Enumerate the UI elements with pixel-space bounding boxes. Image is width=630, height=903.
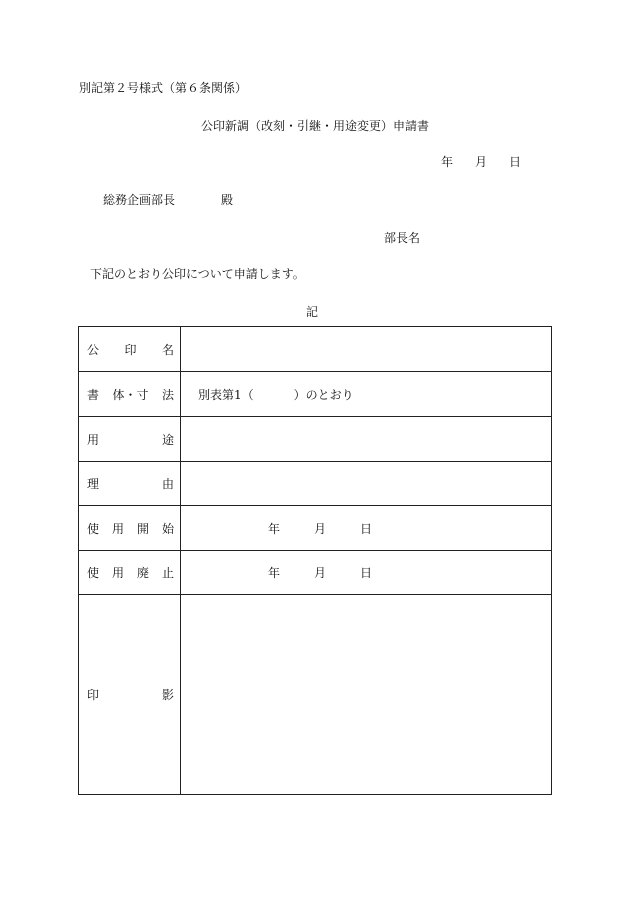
label-char: 名 xyxy=(161,342,174,357)
date-year-label: 年 xyxy=(268,566,281,580)
date-day-label: 日 xyxy=(360,566,373,580)
label-seal-name xyxy=(79,327,181,372)
date-month-label: 月 xyxy=(314,521,327,536)
label-char: 使 xyxy=(87,521,100,536)
table-row-seal-impression xyxy=(79,595,552,795)
date-day-label: 日 xyxy=(360,521,373,536)
table-row-reason xyxy=(79,462,552,506)
label-char: 法 xyxy=(161,387,174,402)
label-char: 使 xyxy=(87,566,100,580)
addressee-name: 総務企画部長 xyxy=(103,193,176,207)
applicant-label: 部長名 xyxy=(384,231,421,245)
request-statement: 下記のとおり公印について申請します。 xyxy=(90,267,305,281)
label-purpose xyxy=(79,417,181,462)
value-end-date[interactable] xyxy=(181,551,552,595)
ki-heading: 記 xyxy=(305,305,318,319)
value-purpose[interactable] xyxy=(181,417,552,462)
value-reason[interactable] xyxy=(181,462,552,506)
label-char: 印 xyxy=(87,688,100,702)
font-size-prefix: 別表第1（ xyxy=(198,387,254,402)
label-char: 止 xyxy=(161,566,174,580)
label-char: 途 xyxy=(161,432,174,447)
document-title: 公印新調（改刻・引継・用途変更）申請書 xyxy=(200,119,429,133)
table-row-font-size xyxy=(79,372,552,417)
value-font-size[interactable] xyxy=(181,372,552,417)
label-char: 用 xyxy=(111,521,124,536)
label-char: 理 xyxy=(87,477,100,491)
table-row-purpose xyxy=(79,417,552,462)
label-start-date xyxy=(79,506,181,551)
label-char: 開 xyxy=(136,521,149,536)
label-seal-impression xyxy=(79,595,181,795)
form-number: 別記第２号様式（第６条関係） xyxy=(79,81,248,95)
label-char: 由 xyxy=(161,477,174,491)
label-font-size xyxy=(79,372,181,417)
value-seal-impression[interactable] xyxy=(181,595,552,795)
label-char: 用 xyxy=(87,432,100,447)
label-char: 影 xyxy=(161,688,174,702)
date-day-label: 日 xyxy=(509,155,522,169)
application-date xyxy=(441,155,521,169)
table-row-start-date xyxy=(79,506,552,551)
addressee-honorific: 殿 xyxy=(221,193,234,207)
date-year-label: 年 xyxy=(268,521,281,536)
date-month-label: 月 xyxy=(314,566,327,580)
label-char: 始 xyxy=(161,521,174,536)
value-start-date[interactable] xyxy=(181,506,552,551)
date-year-label: 年 xyxy=(441,155,454,169)
label-char: 体・寸 xyxy=(112,387,149,402)
label-char: 印 xyxy=(124,342,137,357)
table-row-end-date xyxy=(79,551,552,595)
label-char: 公 xyxy=(87,342,100,357)
label-char: 用 xyxy=(111,566,124,580)
table-row-seal-name xyxy=(79,327,552,372)
label-end-date xyxy=(79,551,181,595)
font-size-suffix: ）のとおり xyxy=(293,387,354,402)
label-char: 書 xyxy=(87,387,100,402)
application-table xyxy=(78,326,552,795)
label-reason xyxy=(79,462,181,506)
addressee xyxy=(103,193,233,207)
label-char: 廃 xyxy=(136,566,149,580)
value-seal-name[interactable] xyxy=(181,327,552,372)
date-month-label: 月 xyxy=(475,155,488,169)
